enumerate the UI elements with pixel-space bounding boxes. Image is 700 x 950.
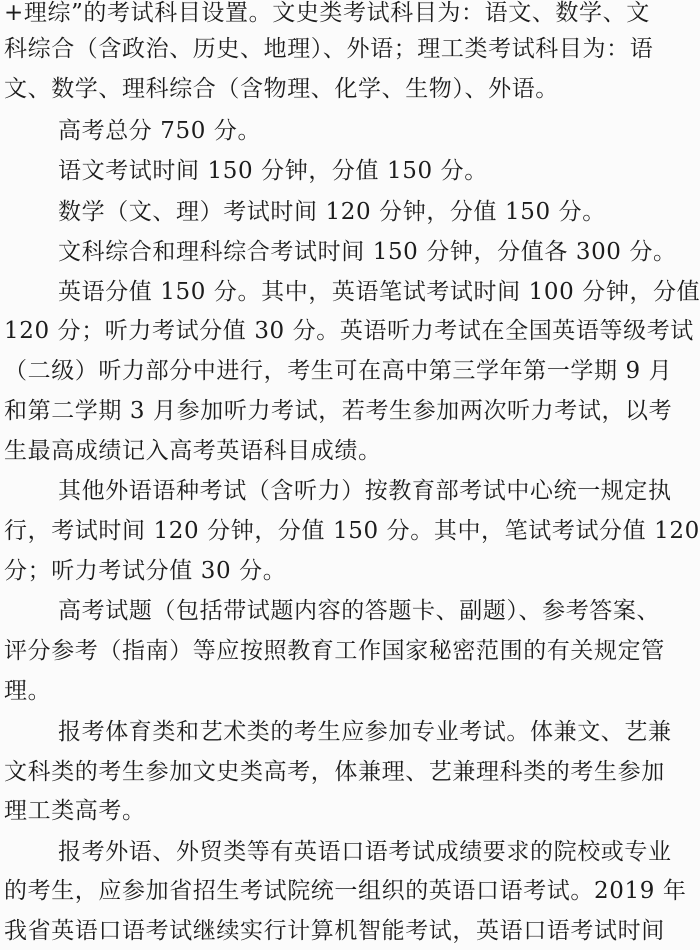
text-line: 报考外语、外贸类等有英语口语考试成绩要求的院校或专业 — [58, 839, 672, 865]
text-line: 生最高成绩记入高考英语科目成绩。 — [4, 438, 382, 464]
text-line: 的考生，应参加省招生考试院统一组织的英语口语考试。2019 年 — [4, 878, 687, 904]
text-line: 英语分值 150 分。其中，英语笔试考试时间 100 分钟，分值 — [58, 279, 700, 305]
text-line: 科综合（含政治、历史、地理）、外语；理工类考试科目为：语 — [4, 36, 654, 62]
text-line: 理。 — [4, 678, 52, 704]
text-line: 高考总分 750 分。 — [58, 118, 262, 144]
text-line: 文科类的考生参加文史类高考，体兼理、艺兼理科类的考生参加 — [4, 759, 665, 785]
text-line: 分；听力考试分值 30 分。 — [4, 558, 287, 584]
text-line: 行，考试时间 120 分钟，分值 150 分。其中，笔试考试分值 120 — [4, 518, 700, 544]
text-line: 文科综合和理科综合考试时间 150 分钟，分值各 300 分。 — [58, 239, 677, 265]
text-line: 和第二学期 3 月参加听力考试，若考生参加两次听力考试，以考 — [4, 398, 673, 424]
text-line: 语文考试时间 150 分钟，分值 150 分。 — [58, 158, 488, 184]
text-line: 数学（文、理）考试时间 120 分钟，分值 150 分。 — [58, 199, 606, 225]
text-line: 120 分；听力考试分值 30 分。英语听力考试在全国英语等级考试 — [4, 318, 694, 344]
text-line: 我省英语口语考试继续实行计算机智能考试，英语口语考试时间 — [4, 918, 665, 944]
text-line: 理工类高考。 — [4, 798, 146, 824]
text-line: 其他外语语种考试（含听力）按教育部考试中心统一规定执 — [58, 478, 672, 504]
text-line: 报考体育类和艺术类的考生应参加专业考试。体兼文、艺兼 — [58, 719, 672, 745]
text-line: 文、数学、理科综合（含物理、化学、生物）、外语。 — [4, 76, 559, 102]
text-line: 高考试题（包括带试题内容的答题卡、副题）、参考答案、 — [58, 598, 661, 624]
text-line: +理综”的考试科目设置。文史类考试科目为：语文、数学、文 — [4, 0, 650, 26]
text-line: 评分参考（指南）等应按照教育工作国家秘密范围的有关规定管 — [4, 638, 665, 664]
text-line: （二级）听力部分中进行，考生可在高中第三学年第一学期 9 月 — [4, 358, 673, 384]
